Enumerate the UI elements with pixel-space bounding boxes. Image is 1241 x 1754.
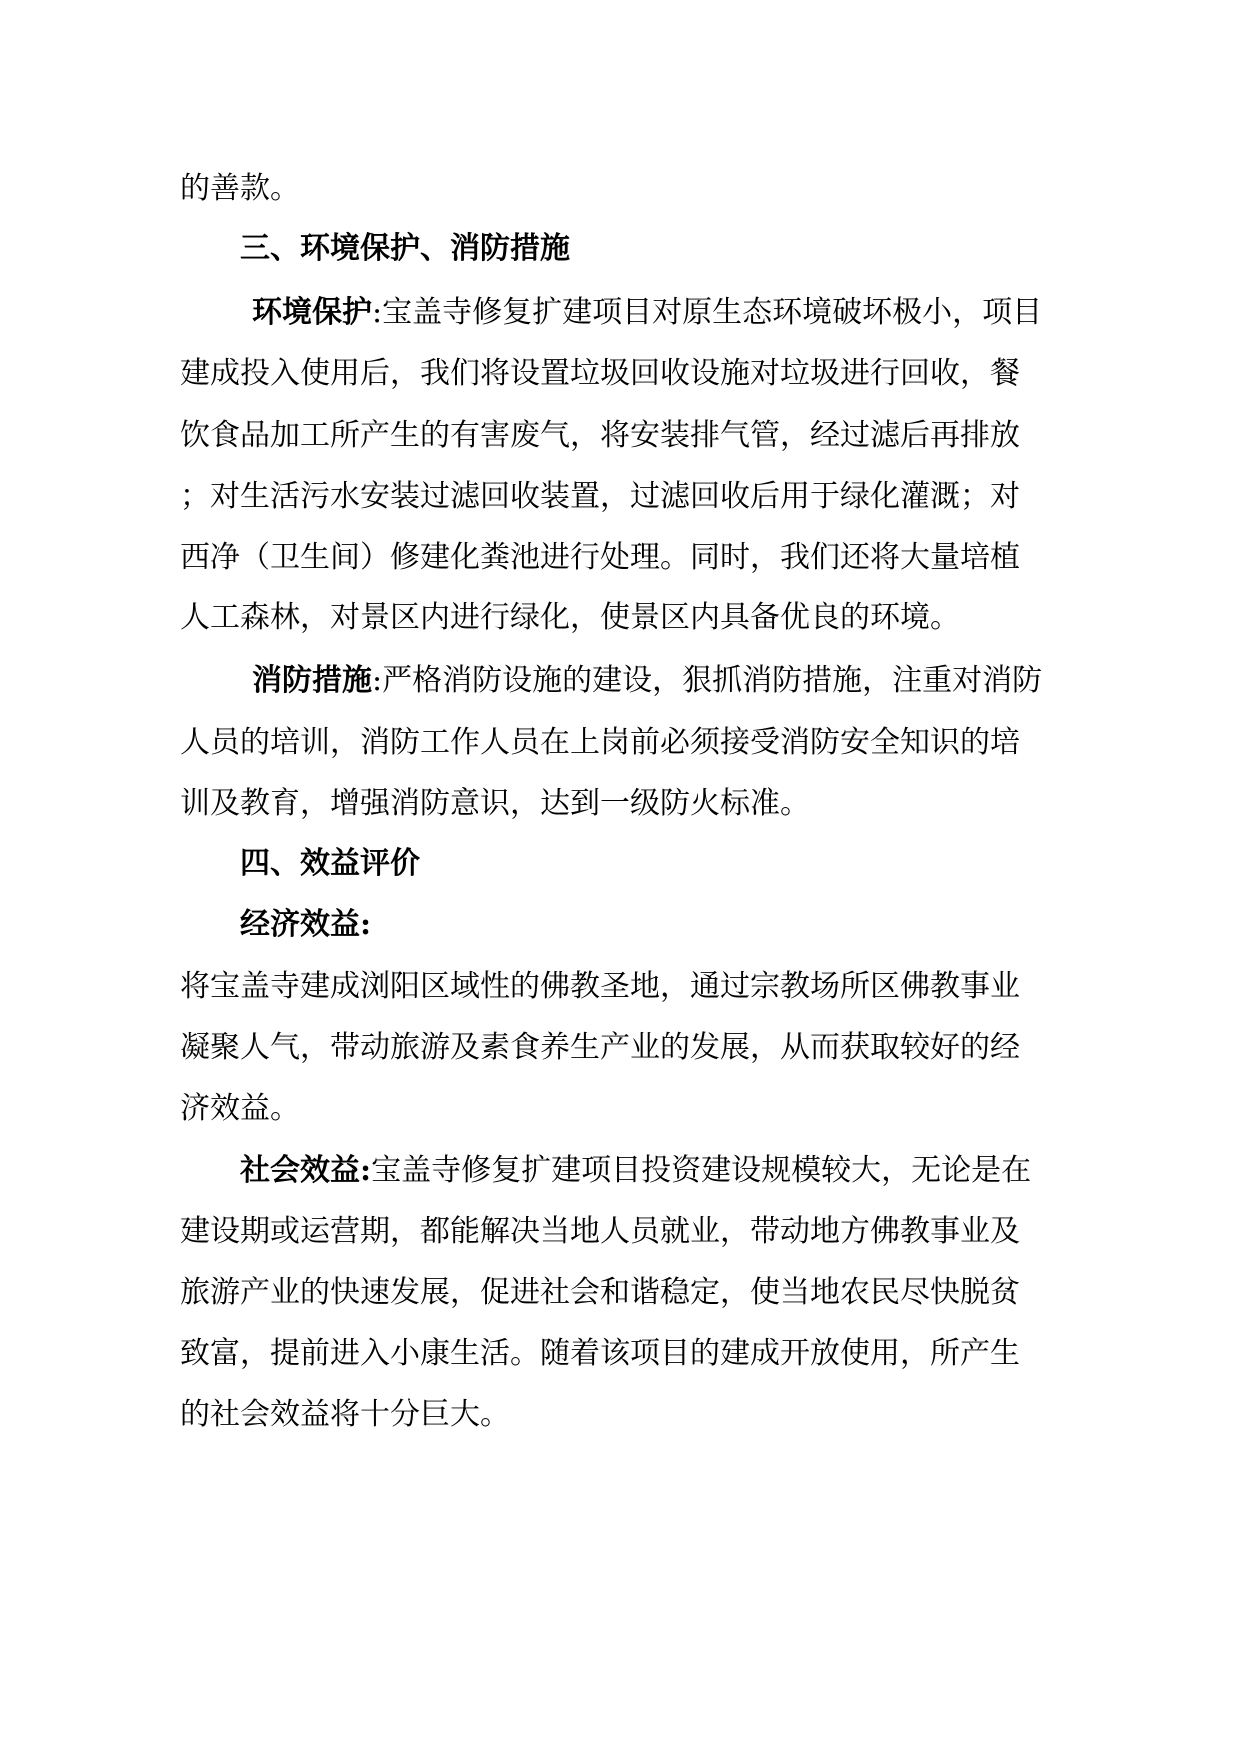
text-line: 社会效益:宝盖寺修复扩建项目投资建设规模较大，无论是在 (240, 1153, 1032, 1188)
text-line: 的善款。 (180, 171, 300, 206)
text-line: 训及教育，增强消防意识，达到一级防火标准。 (180, 786, 810, 821)
text-line: 人工森林，对景区内进行绿化，使景区内具备优良的环境。 (180, 600, 960, 635)
text-line: 西净（卫生间）修建化粪池进行处理。同时，我们还将大量培植 (180, 540, 1020, 575)
text-line: 济效益。 (180, 1091, 300, 1126)
section-heading: 三、环境保护、消防措施 (240, 231, 570, 266)
subsection-heading: 经济效益: (240, 907, 372, 942)
text-line: 建成投入使用后，我们将设置垃圾回收设施对垃圾进行回收，餐 (180, 356, 1020, 391)
section-heading: 四、效益评价 (240, 846, 420, 881)
inline-heading: 消防措施 (252, 663, 372, 698)
text-line: 旅游产业的快速发展，促进社会和谐稳定，使当地农民尽快脱贫 (180, 1275, 1020, 1310)
text-line: 的社会效益将十分巨大。 (180, 1397, 510, 1432)
text-line: 凝聚人气，带动旅游及素食养生产业的发展，从而获取较好的经 (180, 1030, 1020, 1065)
inline-heading: 社会效益: (240, 1153, 372, 1188)
text-line: 消防措施:严格消防设施的建设，狠抓消防措施，注重对消防 (252, 663, 1043, 698)
text-line: 饮食品加工所产生的有害废气，将安装排气管，经过滤后再排放 (180, 418, 1020, 453)
text-line: 致富，提前进入小康生活。随着该项目的建成开放使用，所产生 (180, 1336, 1020, 1371)
text-line: 将宝盖寺建成浏阳区域性的佛教圣地，通过宗教场所区佛教事业 (180, 969, 1020, 1004)
text-line: 人员的培训，消防工作人员在上岗前必须接受消防安全知识的培 (180, 725, 1020, 760)
text-line: ；对生活污水安装过滤回收装置，过滤回收后用于绿化灌溉；对 (180, 479, 1020, 514)
text-line: 环境保护:宝盖寺修复扩建项目对原生态环境破坏极小，项目 (252, 295, 1043, 330)
inline-heading: 环境保护 (252, 295, 372, 330)
text-line: 建设期或运营期，都能解决当地人员就业，带动地方佛教事业及 (180, 1214, 1020, 1249)
